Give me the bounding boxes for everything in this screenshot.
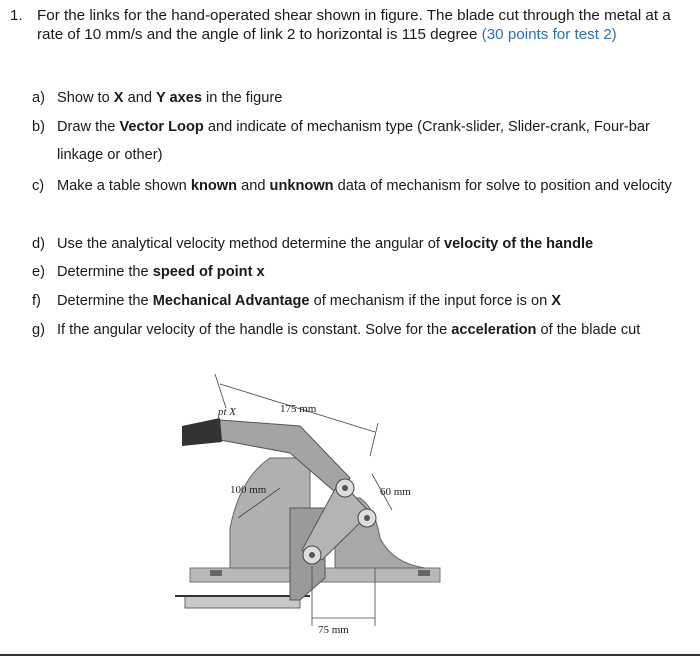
label-75mm: 75 mm (318, 624, 349, 636)
label-pt-x: pt X (218, 406, 237, 418)
body-text: and (123, 90, 156, 106)
emphasis-text: velocity of the handle (443, 236, 594, 252)
bottom-divider (0, 654, 700, 656)
body-text: of the blade cut (536, 322, 641, 338)
body-text: Use the analytical velocity method determine the angular of (57, 236, 444, 252)
body-text: Make a table shown (57, 178, 191, 194)
pin-upper-inner (342, 485, 348, 491)
body-text: data of mechanism for solve to position and velocity (333, 178, 672, 194)
question-text-block (37, 6, 687, 44)
pin-lower-inner (309, 552, 315, 558)
question-number: 1. (10, 7, 23, 24)
emphasis-text: X (551, 293, 561, 309)
question-text: For the links for the hand-operated shear shown in figure. The blade cut through the metal at a rate of 10 mm/s and the angle of link 2 to horizontal is 115 degree (37, 7, 671, 43)
sub-question-text (57, 287, 672, 315)
dim-175-ext-right (370, 423, 378, 456)
dim-175-ext-left (215, 374, 226, 408)
emphasis-text: known (190, 178, 238, 194)
sub-question-text (57, 258, 672, 286)
emphasis-text: Y axes (156, 90, 202, 106)
handle-grip (182, 418, 222, 446)
emphasis-text: speed of point x (152, 264, 265, 280)
sub-question-label: e) (32, 264, 45, 280)
body-text: of mechanism if the input force is on (309, 293, 552, 309)
label-175mm: 175 mm (280, 403, 317, 415)
emphasis-text: Mechanical Advantage (152, 293, 310, 309)
sub-question-text (57, 113, 672, 169)
body-text: and indicate of mechanism type (Crank-slider, Slider-crank, Four-bar linkage or other) (57, 119, 650, 163)
body-text: Determine the (57, 264, 153, 280)
emphasis-text: Vector Loop (119, 119, 204, 135)
label-60mm: 60 mm (380, 486, 411, 498)
sub-question-text (57, 84, 672, 112)
sub-question-text (57, 316, 672, 344)
body-text: Draw the (57, 119, 120, 135)
bolt-right (418, 570, 430, 576)
emphasis-text: acceleration (451, 322, 537, 338)
sub-question-label: a) (32, 90, 45, 106)
body-text: in the figure (202, 90, 283, 106)
body-text: Determine the (57, 293, 153, 309)
body-text: Show to (57, 90, 114, 106)
emphasis-text: unknown (269, 178, 334, 194)
work-table (185, 596, 300, 608)
question-points: (30 points for test 2) (481, 26, 617, 43)
shear-mechanism-figure (160, 368, 460, 650)
sub-question-label: f) (32, 293, 41, 309)
sub-question-label: c) (32, 178, 45, 194)
body-text: and (237, 178, 270, 194)
label-100mm: 100 mm (230, 484, 267, 496)
sub-question-label: g) (32, 322, 45, 338)
body-text: If the angular velocity of the handle is constant. Solve for the (57, 322, 452, 338)
sub-question-text (57, 172, 672, 200)
emphasis-text: X (113, 90, 124, 106)
sub-question-label: d) (32, 236, 45, 252)
sub-question-text (57, 230, 672, 258)
sub-question-label: b) (32, 119, 45, 135)
pin-right-inner (364, 515, 370, 521)
bolt-left (210, 570, 222, 576)
